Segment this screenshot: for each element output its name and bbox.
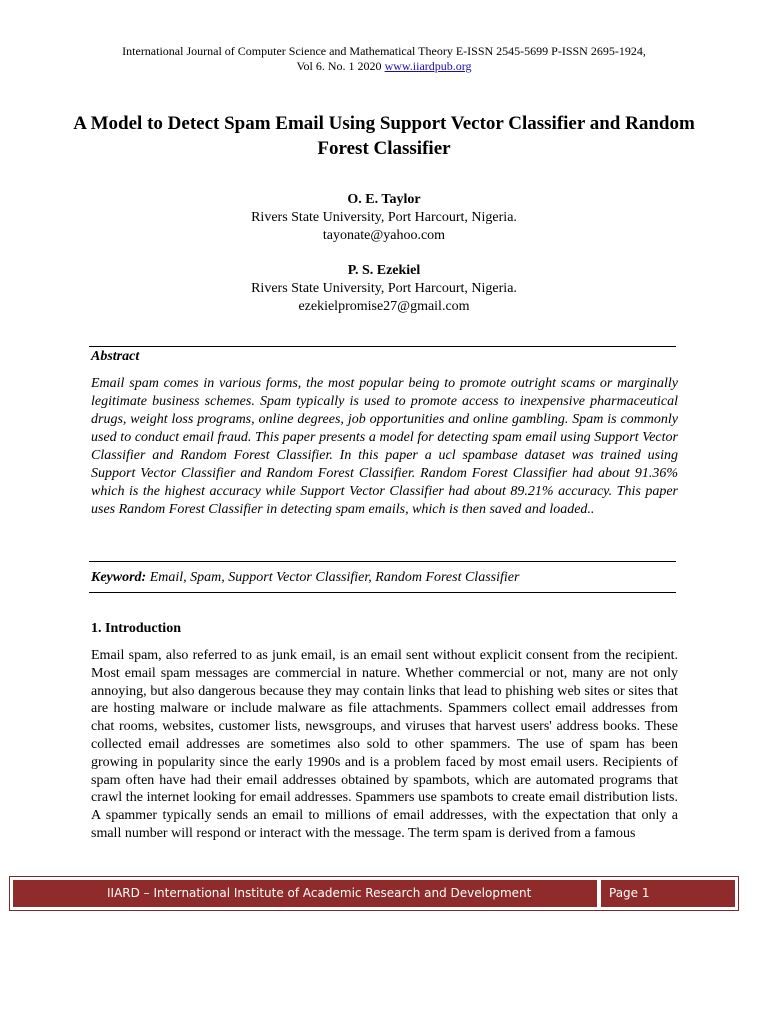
author-affiliation: Rivers State University, Port Harcourt, Nigeria.	[251, 281, 517, 296]
keywords-bottom-divider	[89, 592, 676, 593]
abstract-text: Email spam comes in various forms, the most popular being to promote outright scams or marginally legitimate business schemes. Spam typically is used to promote access to inexpensive pharmaceutical drugs, weight loss programs, online degrees, job opportunities and online gambling. Spam is commonly used to conduct email fraud. This paper presents a model for detecting spam email using Support Vector Classifier and Random Forest Classifier. In this paper a ucl spambase dataset was trained using Support Vector Classifier and Random Forest Classifier. Random Forest Classifier had about 91.36% which is the highest accuracy while Support Vector Classifier had about 89.21% accuracy. This paper uses Random Forest Classifier in detecting spam emails, which is then saved and loaded..	[91, 376, 678, 517]
author-email: tayonate@yahoo.com	[322, 228, 446, 243]
journal-website-link[interactable]: www.iiardpub.org	[384, 59, 472, 73]
footer-page-number: Page 1	[601, 880, 735, 907]
journal-volume: Vol 6. No. 1 2020	[296, 59, 385, 73]
author-name: P. S. Ezekiel	[347, 263, 421, 278]
section-heading-introduction: 1. Introduction	[91, 621, 181, 636]
journal-header-line2	[0, 59, 768, 74]
keywords-line	[91, 569, 678, 587]
abstract-heading: Abstract	[91, 349, 140, 364]
author-affiliation: Rivers State University, Port Harcourt, Nigeria.	[251, 210, 517, 225]
footer-publisher: IIARD – International Institute of Academic Research and Development	[13, 880, 597, 907]
abstract-top-divider	[89, 346, 676, 347]
author-block	[0, 191, 768, 245]
keywords-top-divider	[89, 561, 676, 562]
paper-title: A Model to Detect Spam Email Using Support Vector Classifier and Random Forest Classifier	[73, 113, 695, 159]
author-name: O. E. Taylor	[347, 192, 421, 207]
introduction-text: Email spam, also referred to as junk email, is an email sent without explicit consent from the recipient. Most email spam messages are commercial in nature. Whether commercial or not, many are not only annoying, but also dangerous because they may contain links that lead to phishing web sites or sites that are hosting malware or include malware as file attachments. Spammers collect email addresses from chat rooms, websites, customer lists, newsgroups, and viruses that harvest users' address books. These collected email addresses are sometimes also sold to other spammers. The use of spam has been growing in popularity since the early 1990s and is a problem faced by most email users. Recipients of spam often have had their email addresses obtained by spambots, which are automated programs that crawl the internet looking for email addresses. Spammers use spambots to create email distribution lists. A spammer typically sends an email to millions of email addresses, with the expectation that only a small number will respond or interact with the message. The term spam is derived from a famous	[91, 648, 678, 841]
keywords-text: Email, Spam, Support Vector Classifier, Random Forest Classifier	[146, 570, 520, 585]
author-email: ezekielpromise27@gmail.com	[298, 299, 470, 314]
author-block	[0, 262, 768, 316]
keywords-label: Keyword:	[91, 570, 147, 585]
journal-header	[0, 44, 768, 74]
journal-header-line1: International Journal of Computer Science and Mathematical Theory E-ISSN 2545-5699 P-ISSN 2695-1924,	[122, 44, 646, 58]
